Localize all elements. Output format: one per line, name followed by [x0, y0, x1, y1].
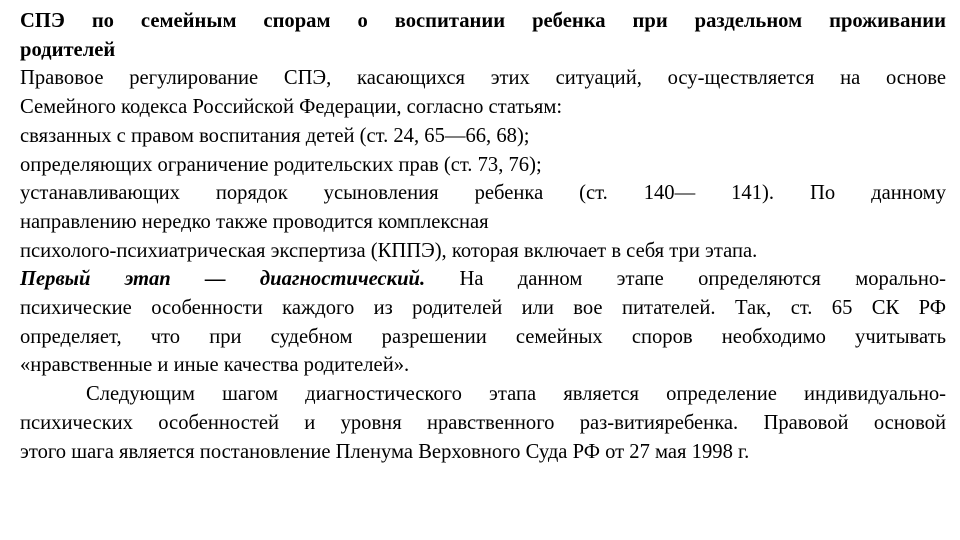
stage-1-line-4: «нравственные и иные качества родителей».	[20, 354, 410, 377]
heading-line-2: родителей	[20, 38, 116, 61]
list-item-3-line-1: устанавливающих порядок усыновления ребенка (ст. 140— 141). По данному	[20, 182, 946, 205]
stage-1-line-1	[20, 265, 946, 294]
heading-line-1: СПЭ по семейным спорам о воспитании ребенка при раздельном проживании	[20, 10, 946, 32]
stage-1-paragraph	[20, 265, 946, 380]
document-page	[20, 7, 946, 466]
document-heading	[20, 7, 946, 64]
stage-1-title: Первый этап — диагностический.	[20, 268, 426, 291]
next-step-paragraph	[20, 380, 946, 466]
next-step-line-2: психических особенностей и уровня нравственного раз-витияребенка. Правовой основой	[20, 411, 946, 434]
list-item-1: связанных с правом воспитания детей (ст. 24, 65—66, 68);	[20, 124, 530, 147]
stage-1-line-2: психические особенности каждого из родителей или вое питателей. Так, ст. 65 СК РФ	[20, 297, 946, 320]
intro-line-1: Правовое регулирование СПЭ, касающихся этих ситуаций, осу-ществляется на основе	[20, 67, 946, 90]
list-item-2: определяющих ограничение родительских прав (ст. 73, 76);	[20, 153, 542, 176]
next-step-line-1: Следующим шагом диагностического этапа является определение индивидуально-	[86, 383, 946, 406]
list-item-3-line-2: направлению нередко также проводится комплексная	[20, 210, 489, 233]
stage-1-line-3: определяет, что при судебном разрешении семейных споров необходимо учитывать	[20, 325, 946, 348]
next-step-line-3: этого шага является постановление Пленума Верховного Суда РФ от 27 мая 1998 г.	[20, 440, 750, 463]
list-item-3-line-3: психолого-психиатрическая экспертиза (КППЭ), которая включает в себя три этапа.	[20, 239, 758, 262]
stage-1-text: На данном этапе определяются морально-	[425, 268, 946, 291]
intro-line-2: Семейного кодекса Российской Федерации, согласно статьям:	[20, 96, 563, 119]
articles-list	[20, 122, 946, 266]
intro-paragraph	[20, 64, 946, 121]
